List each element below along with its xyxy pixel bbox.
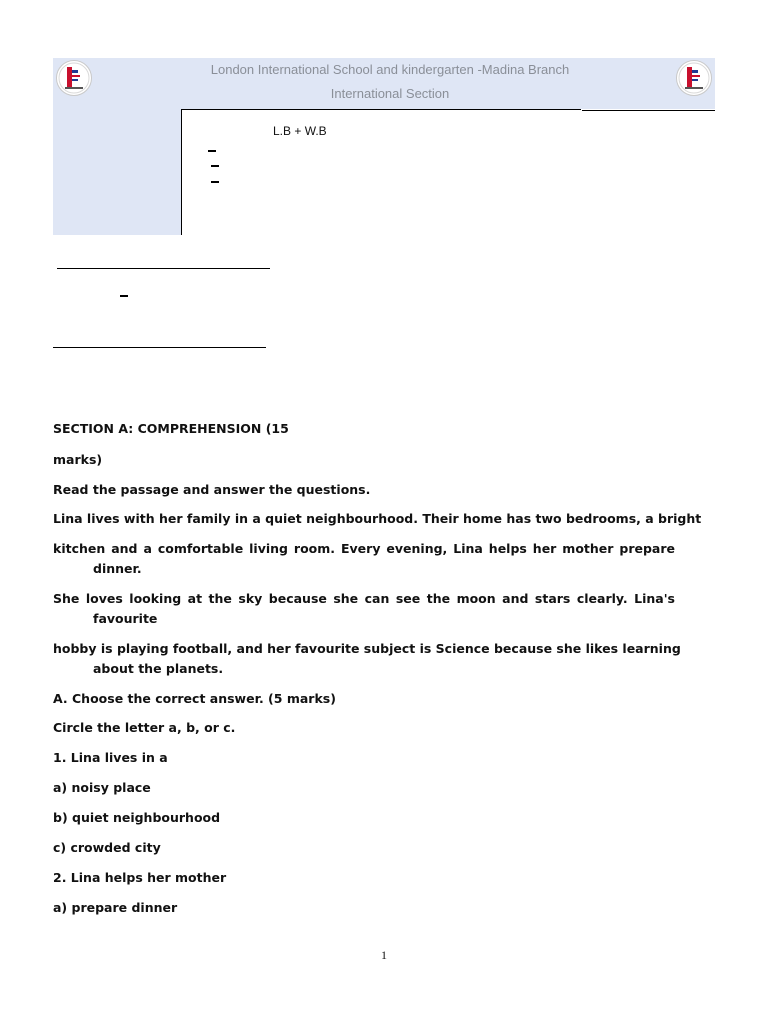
section-name: International Section	[330, 86, 450, 101]
school-name: London International School and kindergarten -Madina Branch	[210, 62, 570, 77]
option-item[interactable]: b) quiet neighbourhood	[53, 810, 221, 825]
passage-line: favourite	[93, 611, 158, 626]
passage-line: She loves looking at the sky because she can see the moon and stars clearly. Lina's	[53, 591, 675, 606]
passage-line: about the planets.	[93, 661, 224, 676]
instruction: Read the passage and answer the questions.	[53, 482, 371, 497]
blank-dash	[208, 150, 216, 152]
part-a-title: A. Choose the correct answer. (5 marks)	[53, 691, 336, 706]
blank-dash	[211, 181, 219, 183]
header-horizontal-rule	[181, 109, 581, 110]
question-1: 1. Lina lives in a	[53, 750, 168, 765]
option-item[interactable]: a) prepare dinner	[53, 900, 178, 915]
passage-line: dinner.	[93, 561, 142, 576]
option-item[interactable]: a) noisy place	[53, 780, 151, 795]
question-2: 2. Lina helps her mother	[53, 870, 227, 885]
blank-dash	[120, 295, 128, 297]
page-number: 1	[381, 948, 387, 962]
section-title-continued: marks)	[53, 452, 103, 467]
header-side-band	[53, 109, 181, 235]
class-blank-line[interactable]	[53, 347, 266, 348]
option-item[interactable]: c) crowded city	[53, 840, 161, 855]
school-logo-left	[56, 60, 92, 96]
passage-line: kitchen and a comfortable living room. Every evening, Lina helps her mother prepare	[53, 541, 675, 556]
blank-dash	[211, 165, 219, 167]
passage-line: Lina lives with her family in a quiet neighbourhood. Their home has two bedrooms, a bright	[53, 511, 702, 526]
header-horizontal-rule-right	[582, 110, 715, 111]
school-logo-right	[676, 60, 712, 96]
name-blank-line[interactable]	[57, 268, 270, 269]
books-label: L.B + W.B	[273, 124, 327, 138]
school-logo-icon	[57, 61, 91, 95]
part-a-instruction: Circle the letter a, b, or c.	[53, 720, 236, 735]
section-title: SECTION A: COMPREHENSION (15	[53, 421, 289, 436]
header-vertical-rule	[181, 109, 182, 235]
passage-line: hobby is playing football, and her favourite subject is Science because she likes learning	[53, 641, 681, 656]
school-logo-icon	[677, 61, 711, 95]
